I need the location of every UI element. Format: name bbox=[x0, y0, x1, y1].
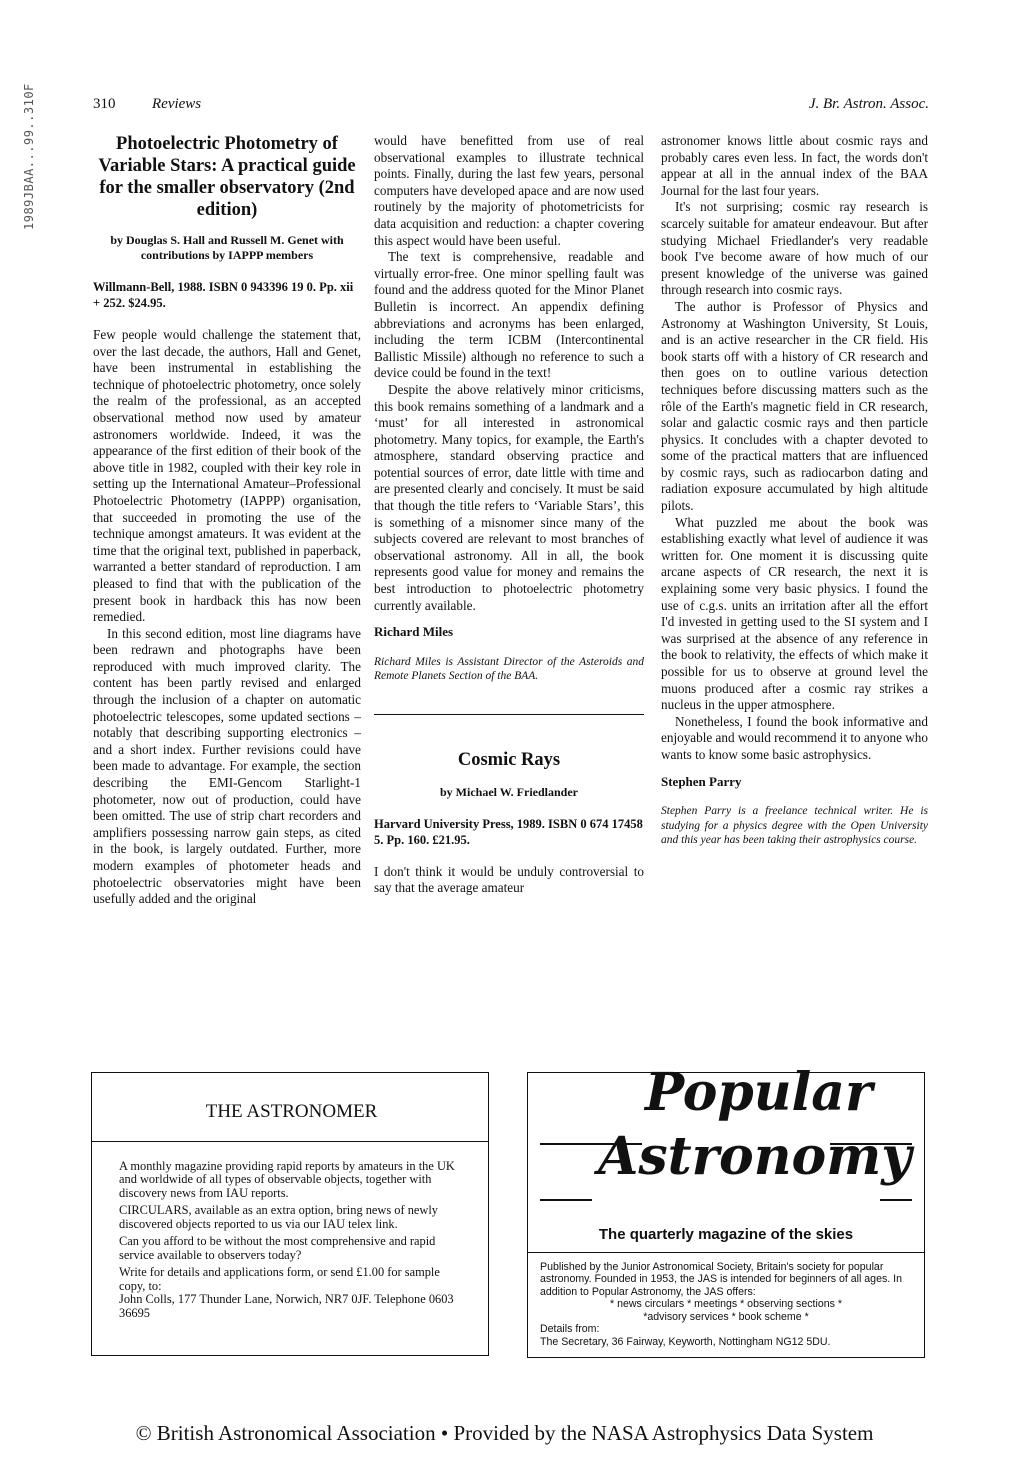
page-number: 310 bbox=[93, 96, 116, 112]
ad-popular-offers: *advisory services * book scheme * bbox=[643, 1310, 809, 1323]
ad-astronomer-text: Can you afford to be without the most comprehensive and rapid service available to observers today? bbox=[119, 1234, 436, 1262]
review2-reviewer: Stephen Parry bbox=[661, 773, 742, 789]
review1-paragraph: would have benefitted from use of real observational examples to illustrate technical points. Finally, during the last few years, personal computers have developed apace and are now used routinely by the majority of photometricists for data acquisition and reduction: a chapter covering this aspect would have been useful. bbox=[374, 133, 644, 248]
ad-divider bbox=[92, 1141, 488, 1142]
column-2 bbox=[374, 133, 644, 897]
ad-astronomer-text: CIRCULARS, available as an extra option, bring news of newly discovered objects reported to us via our IAU telex link. bbox=[119, 1203, 438, 1231]
review1-bio: Richard Miles is Assistant Director of the Asteroids and Remote Planets Section of the BAA. bbox=[374, 655, 644, 683]
section-name: Reviews bbox=[152, 96, 202, 112]
review2-paragraph: The author is Professor of Physics and Astronomy at Washington University, St Louis, and is an active researcher in the CR field. His book starts off with a history of CR research and then goes on to outline various detection techniques before discussing matters such as the rôle of the Earth's magnetic field in CR research, solar and galactic cosmic rays and then particle physics. It concludes with a chapter devoted to some of the practical matters that are influenced by cosmic rays, such as radiocarbon dating and radiation exposure accumulated by high altitude pilots. bbox=[661, 298, 928, 514]
bibcode-margin: 1989JBAA...99..310F bbox=[22, 83, 36, 231]
column-3 bbox=[661, 133, 928, 848]
logo-rule bbox=[540, 1199, 592, 1201]
review2-authors: by Michael W. Friedlander bbox=[440, 784, 578, 799]
logo-rule bbox=[880, 1199, 912, 1201]
journal-name: J. Br. Astron. Assoc. bbox=[808, 96, 929, 112]
review1-paragraph: Few people would challenge the statement that, over the last decade, the authors, Hall and Genet, have been instrumental in establishing the technique of photoelectric photometry, once solely the realm of the professional, as an accepted observational method now used by amateur astronomers worldwide. Indeed, it was the appearance of the first edition of their book of the above title in 1982, coupled with their key role in setting up the International Amateur–Professional Photoelectric Photometry (IAPPP) organisation, that succeeded in promoting the use of the technique amongst amateurs. It was evident at the time that the original text, published in paperback, warranted a better standard of reproduction. I am pleased to find that with the publication of the present book in hardback this has now been remedied. bbox=[93, 327, 361, 625]
review2-publisher: Harvard University Press, 1989. ISBN 0 674 17458 5. Pp. 160. £21.95. bbox=[374, 816, 643, 847]
ad-popular-astronomy bbox=[527, 1062, 925, 1358]
popular-astronomy-logo bbox=[540, 1062, 912, 1221]
ad-astronomer-text: A monthly magazine providing rapid reports by amateurs in the UK and worldwide of all types of observable objects, together with discovery news from IAU reports. bbox=[119, 1158, 455, 1200]
review1-publisher: Willmann-Bell, 1988. ISBN 0 943396 19 0. Pp. xii + 252. $24.95. bbox=[93, 280, 354, 310]
review2-paragraph: astronomer knows little about cosmic rays and probably cares even less. In fact, the words don't appear at all in the annual index of the BAA Journal for the last four years. bbox=[661, 133, 928, 198]
ad-astronomer-title: THE ASTRONOMER bbox=[205, 1101, 378, 1122]
review1-reviewer: Richard Miles bbox=[374, 624, 454, 640]
review2-paragraph: Nonetheless, I found the book informative and enjoyable and would recommend it to anyone who wants to know some basic astrophysics. bbox=[661, 713, 928, 762]
ad-popular-tagline: The quarterly magazine of the skies bbox=[598, 1226, 854, 1243]
ad-the-astronomer bbox=[91, 1072, 489, 1356]
review2-bio: Stephen Parry is a freelance technical writer. He is studying for a physics degree with the Open University and this year has been taking their astrophysics course. bbox=[661, 805, 928, 847]
review1-paragraph: In this second edition, most line diagrams have been redrawn and photographs have been reproduced with much improved clarity. The content has been partly revised and enlarged through the inclusion of a chapter on automatic photoelectric telescopes, some updated sections – notably that describing supporting electronics – and a short index. Further revisions could have been made to advantage. For example, the section describing the EMI-Gencom Starlight-1 photometer, now out of production, could have been omitted. The use of strip chart recorders and amplifiers possessing narrow gain steps, as cited in the book, is largely outdated. Further, more modern examples of photometer heads and photoelectric observatories might have been usefully added and the original bbox=[93, 625, 361, 907]
review1-authors: by Douglas S. Hall and Russell M. Genet with contributions by IAPPP members bbox=[110, 233, 344, 262]
footer-credit: © British Astronomical Association • Provided by the NASA Astrophysics Data System bbox=[135, 1421, 874, 1445]
ad-popular-address: The Secretary, 36 Fairway, Keyworth, Nottingham NG12 5DU. bbox=[540, 1335, 831, 1348]
ad-popular-offers: * news circulars * meetings * observing sections * bbox=[610, 1298, 842, 1310]
logo-word-astronomy: Astronomy bbox=[598, 1126, 912, 1187]
review1-title: Photoelectric Photometry of Variable Stars: A practical guide for the smaller observatory (2nd edition) bbox=[98, 134, 356, 220]
review2-title: Cosmic Rays bbox=[457, 749, 561, 770]
column-1 bbox=[93, 133, 361, 908]
ad-popular-details-label: Details from: bbox=[540, 1323, 600, 1335]
ad-astronomer-text: Write for details and applications form, or send £1.00 for sample copy, to: bbox=[119, 1265, 440, 1293]
ad-popular-description: Published by the Junior Astronomical Society, Britain's society for popular astronomy. Founded in 1953, the JAS is intended for beginners of all ages. In addition to Popular Astronomy, the JAS offers: bbox=[540, 1260, 902, 1298]
review2-paragraph: I don't think it would be unduly controversial to say that the average amateur bbox=[374, 863, 644, 896]
review1-paragraph: Despite the above relatively minor criticisms, this book remains something of a landmark and a ‘must’ for all interested in astronomical photometry. Many topics, for example, the Earth's atmosphere, standard observing practice and potential sources of error, date little with time and are presented clearly and concisely. It must be said that though the title refers to ‘Variable Stars’, this is something of a misnomer since many of the subjects covered are relevant to most branches of observational astronomy. All in all, the book represents good value for money and remains the best introduction to photoelectric photometry currently available. bbox=[374, 381, 644, 613]
logo-word-popular: Popular bbox=[645, 1062, 873, 1123]
section-divider bbox=[374, 714, 644, 715]
review1-paragraph: The text is comprehensive, readable and virtually error-free. One minor spelling fault was found and the address quoted for the Minor Planet Bulletin is incorrect. An appendix defining abbreviations and acronyms has been enlarged, including the term ICBM (Intercontinental Ballistic Missile) although no reference to such a device could be found in the text! bbox=[374, 249, 644, 381]
review2-paragraph: What puzzled me about the book was establishing exactly what level of audience it was written for. One moment it is discussing quite arcane aspects of CR research, the next it is explaining some very basic physics. I found the use of c.g.s. units an irritation after all the effort I'd invested in getting used to the SI system and I was surprised at the absence of any reference in the book to relativity, the effects of which make it possible for us to observe at ground level the muons produced after a cosmic ray strikes a nucleus in the upper atmosphere. bbox=[661, 514, 928, 713]
ad-astronomer-address: John Colls, 177 Thunder Lane, Norwich, NR7 0JF. Telephone 0603 36695 bbox=[119, 1292, 454, 1320]
ad-divider bbox=[528, 1252, 924, 1253]
review2-paragraph: It's not surprising; cosmic ray research is scarcely suitable for amateur endeavour. But after studying Michael Friedlander's very readable book I've become aware of how much of our present knowledge of the universe was gained through research into cosmic rays. bbox=[661, 199, 928, 298]
